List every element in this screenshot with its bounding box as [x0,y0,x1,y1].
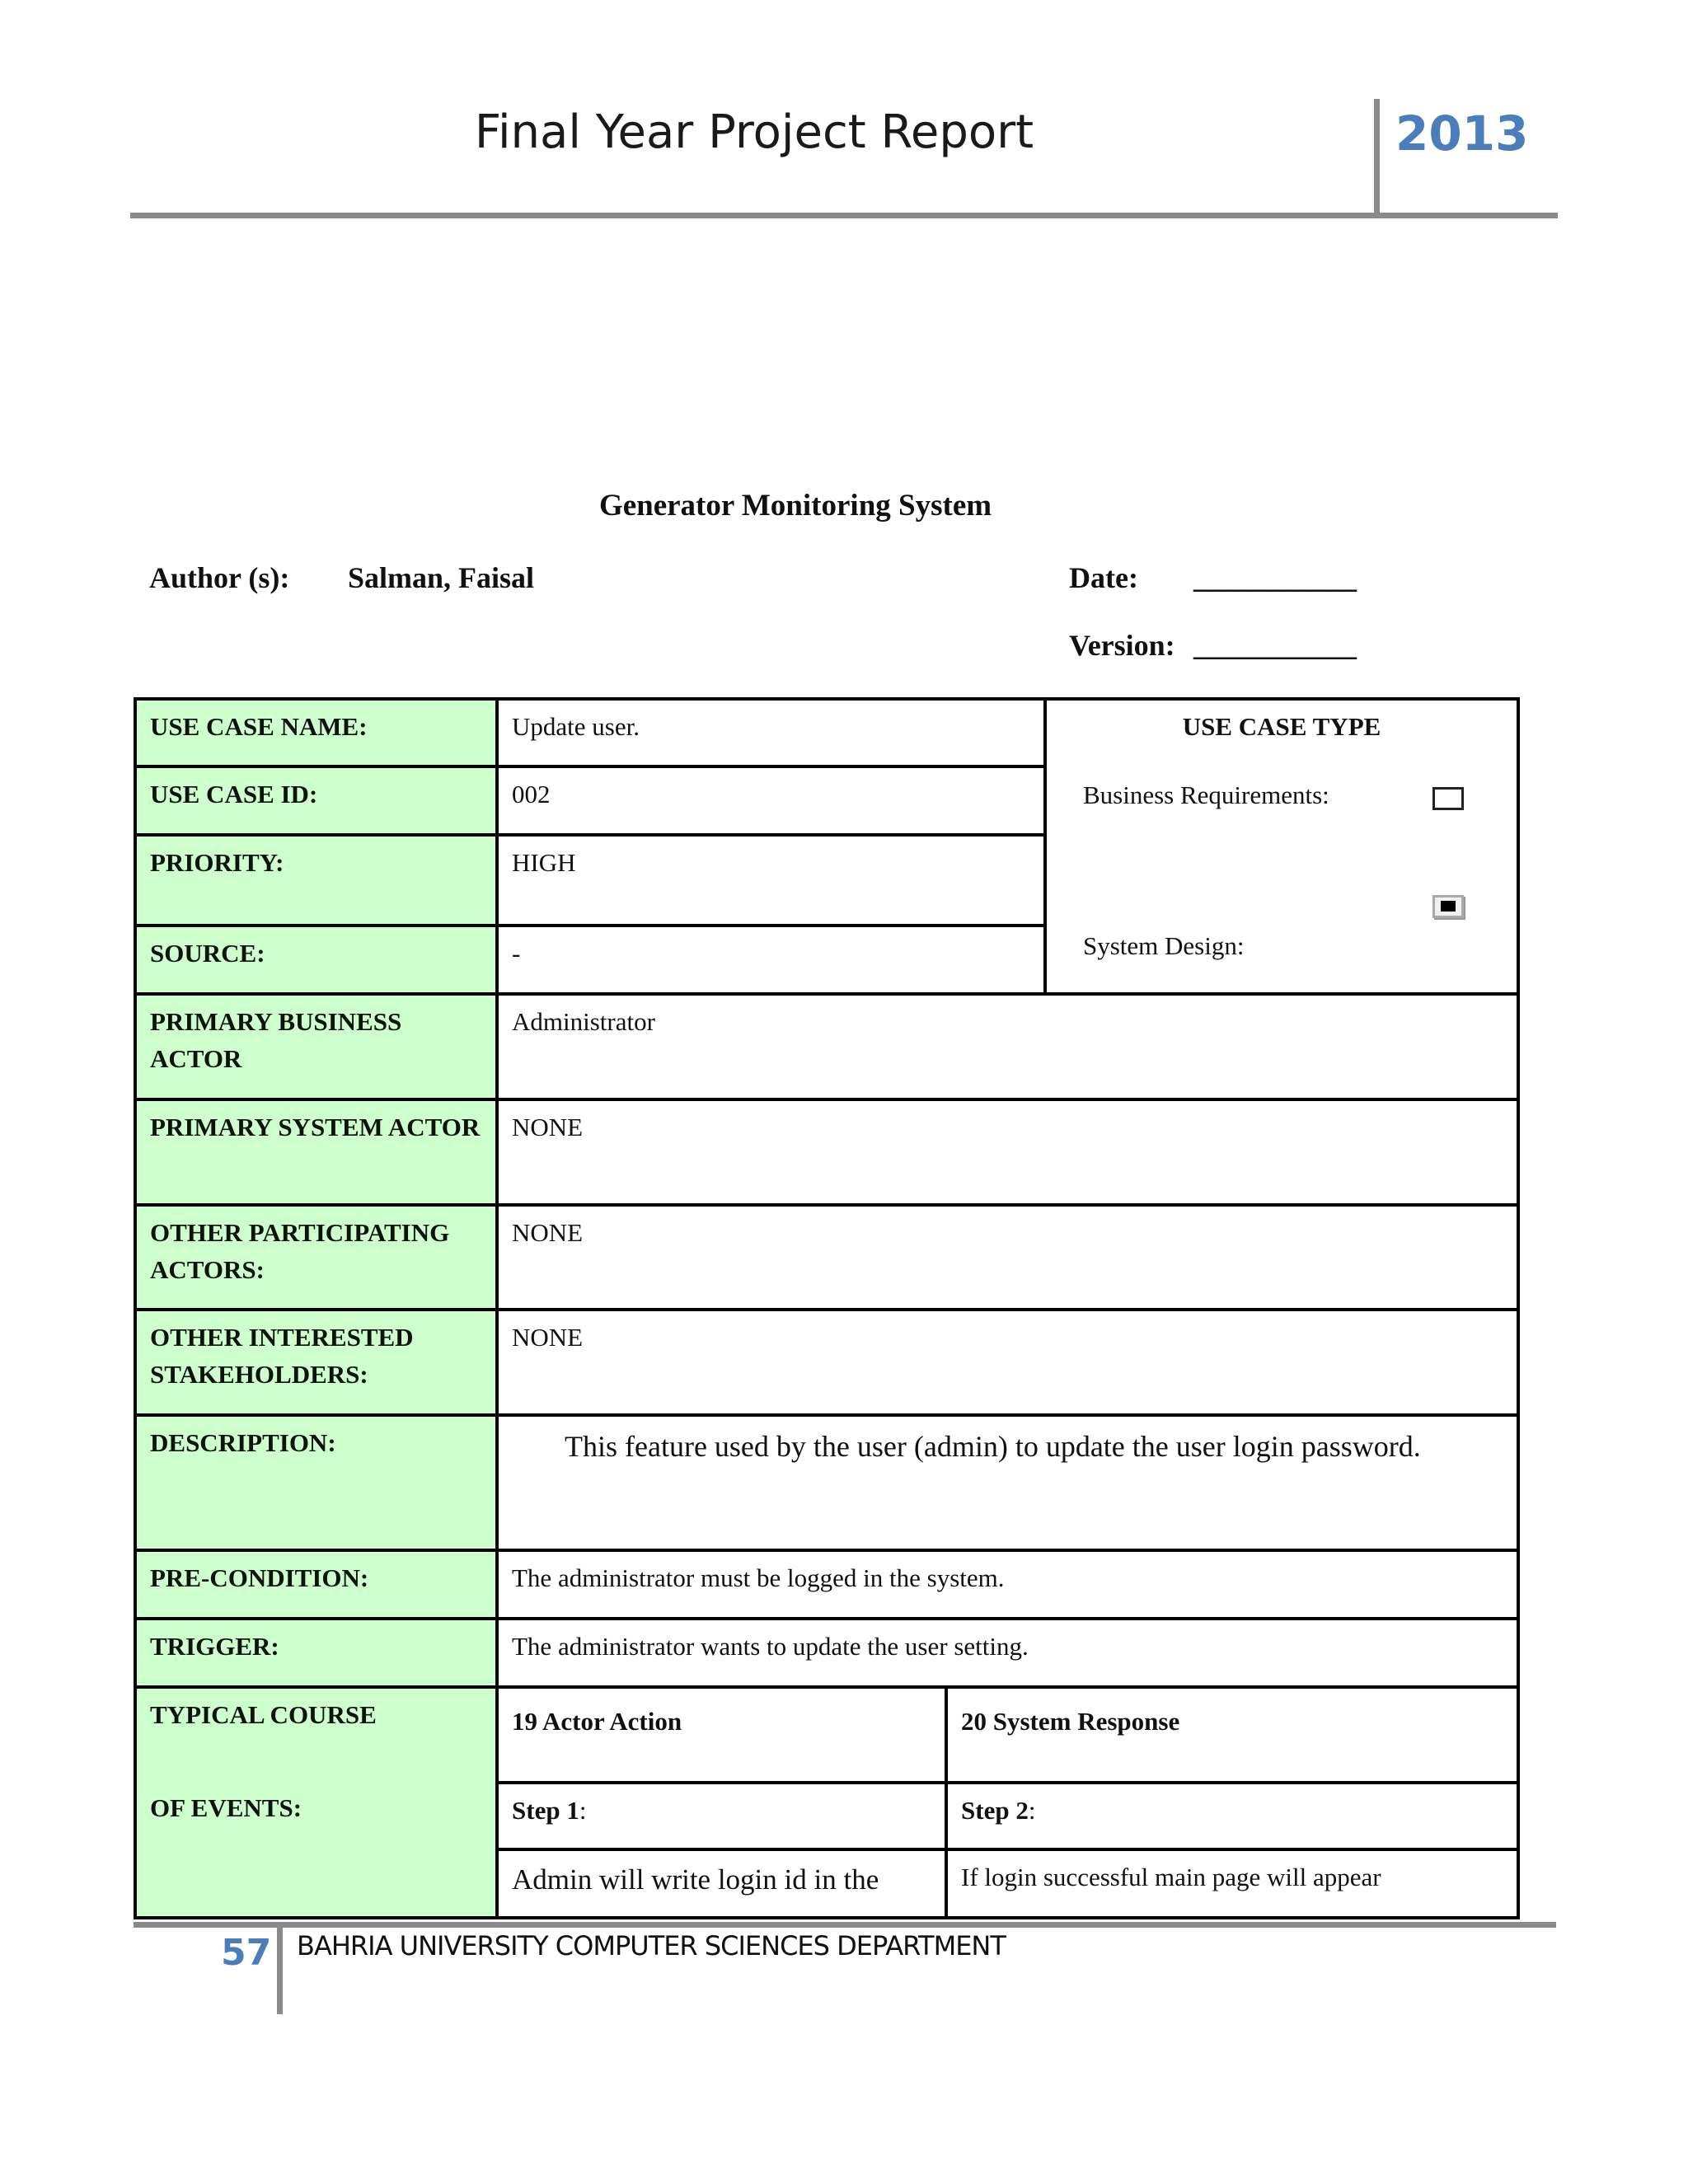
date-label: Date: [1069,561,1138,594]
trigger-label: TRIGGER: [135,1619,497,1687]
description-value: This feature used by the user (admin) to update the user login password. [497,1415,1518,1550]
primary-system-actor-label: PRIMARY SYSTEM ACTOR [135,1099,497,1205]
system-design-checkbox[interactable] [1432,895,1464,918]
system-response-heading: 20 System Response [946,1689,1517,1783]
step1-text: Admin will write login id in the [512,1863,879,1896]
priority-label: PRIORITY: [135,835,497,926]
header-rule [130,213,1558,218]
author-value: Salman, Faisal [348,561,535,594]
document-title: Generator Monitoring System [598,489,992,523]
precondition-label: PRE-CONDITION: [135,1550,497,1619]
footer-rule [134,1922,1556,1928]
version-label: Version: [1069,629,1175,662]
typical-course-label [135,1687,497,1918]
business-requirements-checkbox[interactable] [1432,787,1464,810]
priority-value: HIGH [497,835,1045,926]
use-case-name-label: USE CASE NAME: [135,699,497,766]
other-interested-stakeholders-label: OTHER INTERESTED STAKEHOLDERS: [135,1310,497,1415]
trigger-value: The administrator wants to update the user setting. [497,1619,1518,1687]
use-case-id-value: 002 [497,766,1045,835]
header-divider [1374,99,1380,216]
page-number: 57 [221,1932,272,1974]
actor-action-heading: 19 Actor Action [499,1689,946,1783]
business-requirements-row [1047,777,1517,814]
precondition-value: The administrator must be logged in the system. [497,1550,1518,1619]
step1-cell: Step 1: [499,1783,946,1849]
description-label: DESCRIPTION: [135,1415,497,1550]
author-label: Author (s): [149,561,290,594]
step2-text: If login successful main page will appear [946,1849,1517,1916]
other-interested-stakeholders-value: NONE [497,1310,1518,1415]
use-case-id-label: USE CASE ID: [135,766,497,835]
system-design-label: System Design: [1083,930,1245,960]
business-requirements-label: Business Requirements: [1083,780,1329,809]
primary-system-actor-value: NONE [497,1099,1518,1205]
typical-course-label-line2: OF EVENTS: [150,1793,302,1822]
step1-label: Step 1 [512,1796,579,1825]
header-year: 2013 [1395,105,1529,162]
source-value: - [497,926,1045,994]
footer-department: BAHRIA UNIVERSITY COMPUTER SCIENCES DEPARTMENT [297,1930,1006,1961]
footer-divider [277,1924,283,2014]
typical-course-label-line1: TYPICAL COURSE [150,1700,377,1729]
course-of-events-cell [497,1687,1518,1918]
use-case-name-value: Update user. [497,699,1045,766]
date-value: ___________ [1193,561,1357,594]
course-of-events-table [499,1689,1517,1916]
primary-business-actor-label: PRIMARY BUSINESS ACTOR [135,994,497,1099]
primary-business-actor-value: Administrator [497,994,1518,1099]
use-case-type-label: USE CASE TYPE [1182,712,1381,741]
use-case-table [134,697,1520,1919]
version-value: ___________ [1193,629,1357,662]
header-title: Final Year Project Report [474,105,1034,159]
other-participating-actors-label: OTHER PARTICIPATING ACTORS: [135,1205,497,1310]
use-case-type-cell [1045,699,1518,994]
source-label: SOURCE: [135,926,497,994]
step2-cell: Step 2: [946,1783,1517,1849]
system-design-row [1047,928,1517,965]
step2-label: Step 2 [961,1796,1029,1825]
other-participating-actors-value: NONE [497,1205,1518,1310]
